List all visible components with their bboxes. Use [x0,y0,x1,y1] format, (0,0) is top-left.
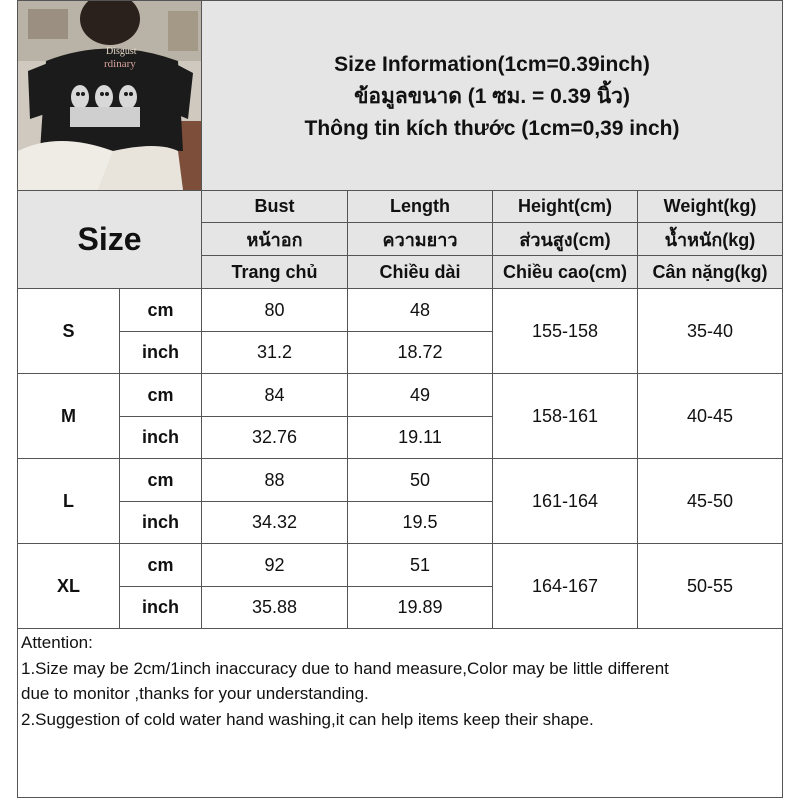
model-wearing-tshirt-image [18,1,201,190]
size-xl-height: 164-167 [531,575,599,596]
size-s-unit-inch: inch [141,342,179,362]
size-m-bust-cm: 84 [264,384,285,405]
size-s-bust-cm: 80 [264,299,285,320]
size-l-height: 161-164 [531,490,599,511]
grid-line [119,501,493,502]
size-s-weight: 35-40 [686,320,734,341]
size-xl-weight: 50-55 [686,575,734,596]
size-l-weight: 45-50 [686,490,734,511]
size-l-bust-inch: 34.32 [251,512,298,532]
size-xl-bust-inch: 35.88 [251,597,298,617]
size-xl-length-cm: 51 [409,554,431,575]
grid-line [492,190,493,628]
column-header-height-vietnamese: Chiều cao(cm) [493,256,637,288]
size-m-bust-inch: 32.76 [251,427,298,447]
column-header-length-vietnamese: Chiều dài [348,256,492,288]
size-l-length-cm: 50 [409,469,431,490]
column-header-length: Length [348,191,492,222]
grid-line [119,331,493,332]
size-m-label: M [61,405,76,426]
note-line-3: 2.Suggestion of cold water hand washing,it can help items keep their shape. [21,709,594,729]
shirt-print-text-1: Disgust [106,46,137,57]
size-l-length-inch: 19.5 [402,512,438,532]
size-s-bust-inch: 31.2 [256,342,293,362]
grid-line [201,0,202,628]
attention-notes [21,630,781,732]
grid-line [17,543,783,544]
size-m-height: 158-161 [531,405,599,426]
header-title-english: Size Information(1cm=0.39inch) [334,53,650,76]
column-header-weight: Weight(kg) [638,191,782,222]
note-line-1: 1.Size may be 2cm/1inch inaccuracy due to hand measure,Color may be little different [21,658,669,678]
shirt-print-text-2: rdinary [104,58,136,70]
column-header-bust: Bust [202,191,347,222]
size-m-weight: 40-45 [686,405,734,426]
size-s-length-inch: 18.72 [397,342,443,362]
grid-line [347,190,348,628]
size-m-unit-inch: inch [141,427,179,447]
size-column-label: Size [18,191,201,288]
size-s-height: 155-158 [531,320,599,341]
grid-line [17,373,783,374]
size-l-unit-inch: inch [141,512,179,532]
column-header-bust-thai: หน้าอก [202,223,347,255]
column-header-height: Height(cm) [493,191,637,222]
size-l-bust-cm: 88 [264,469,285,490]
size-l-unit-cm: cm [147,469,174,490]
column-header-weight-thai: น้ำหนัก(kg) [638,223,782,255]
size-m-length-inch: 19.11 [398,427,442,447]
size-m-length-cm: 49 [409,384,431,405]
header-title-vietnamese: Thông tin kích thước (1cm=0,39 inch) [304,117,680,140]
grid-line [637,190,638,628]
notes-heading: Attention: [21,633,93,652]
column-header-bust-vietnamese: Trang chủ [202,256,347,288]
size-xl-unit-cm: cm [147,554,174,575]
product-photo [18,1,202,190]
grid-line [119,288,120,628]
size-s-length-cm: 48 [409,299,431,320]
column-header-height-thai: ส่วนสูง(cm) [493,223,637,255]
header-title-thai: ข้อมูลขนาด (1 ซม. = 0.39 นิ้ว) [354,85,630,108]
grid-line [119,416,493,417]
size-xl-length-inch: 19.89 [397,597,443,617]
size-xl-unit-inch: inch [141,597,179,617]
grid-line [17,190,783,191]
note-line-2: due to monitor ,thanks for your understanding. [21,684,369,703]
size-xl-bust-cm: 92 [264,554,285,575]
column-header-length-thai: ความยาว [348,223,492,255]
column-header-weight-vietnamese: Cân nặng(kg) [638,256,782,288]
size-l-label: L [63,490,74,511]
grid-line [119,586,493,587]
size-m-unit-cm: cm [147,384,174,405]
grid-line [17,628,783,629]
grid-line [17,458,783,459]
size-s-unit-cm: cm [147,299,174,320]
size-s-label: S [62,320,75,341]
size-xl-label: XL [56,575,80,596]
grid-line [17,288,783,289]
